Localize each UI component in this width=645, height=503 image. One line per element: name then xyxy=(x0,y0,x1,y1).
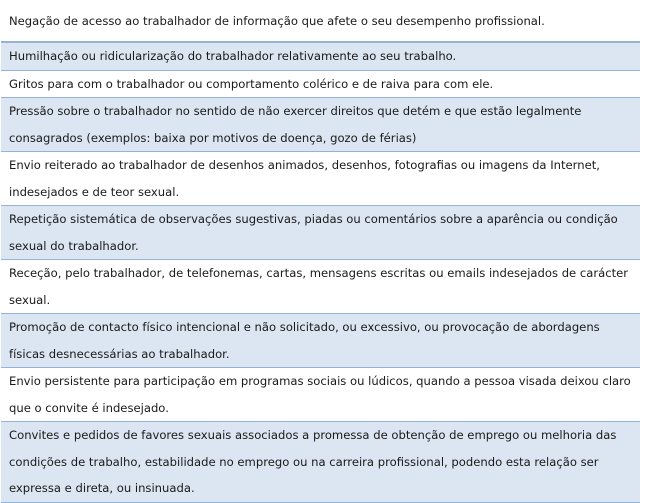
table-row xyxy=(1,206,640,260)
table-cell: Negação de acesso ao trabalhador de informação que afete o seu desempenho profissional. xyxy=(1,0,640,42)
table-cell: Envio persistente para participação em programas sociais ou lúdicos, quando a pessoa visada deixou claro que o convite é indesejado. xyxy=(1,368,640,422)
table-cell: Pressão sobre o trabalhador no sentido de não exercer direitos que detém e que estão legalmente consagrados (exemplos: baixa por motivos de doença, gozo de férias) xyxy=(1,98,640,152)
table-row xyxy=(1,98,640,152)
table-cell: Humilhação ou ridicularização do trabalhador relativamente ao seu trabalho. xyxy=(1,42,640,70)
table-cell: Repetição sistemática de observações sugestivas, piadas ou comentários sobre a aparência ou condição sexual do trabalhador. xyxy=(1,206,640,260)
table-row xyxy=(1,368,640,422)
table-row xyxy=(1,422,640,503)
table-row xyxy=(1,0,640,42)
table-row xyxy=(1,152,640,206)
table-row xyxy=(1,314,640,368)
table-cell: Receção, pelo trabalhador, de telefonemas, cartas, mensagens escritas ou emails indesejados de carácter sexual. xyxy=(1,260,640,314)
table-row xyxy=(1,260,640,314)
table-cell: Promoção de contacto físico intencional e não solicitado, ou excessivo, ou provocação de abordagens físicas desnecessárias ao trabalhador. xyxy=(1,314,640,368)
table-cell: Envio reiterado ao trabalhador de desenhos animados, desenhos, fotografias ou imagens da Internet, indesejados e de teor sexual. xyxy=(1,152,640,206)
table-row xyxy=(1,42,640,70)
harassment-behaviors-table xyxy=(1,0,640,503)
table-cell: Convites e pedidos de favores sexuais associados a promessa de obtenção de emprego ou melhoria das condições de trabalho, estabilidade no emprego ou na carreira profissional, podendo esta relação ser expressa e direta, ou insinuada. xyxy=(1,422,640,503)
table-cell: Gritos para com o trabalhador ou comportamento colérico e de raiva para com ele. xyxy=(1,70,640,98)
table-row xyxy=(1,70,640,98)
